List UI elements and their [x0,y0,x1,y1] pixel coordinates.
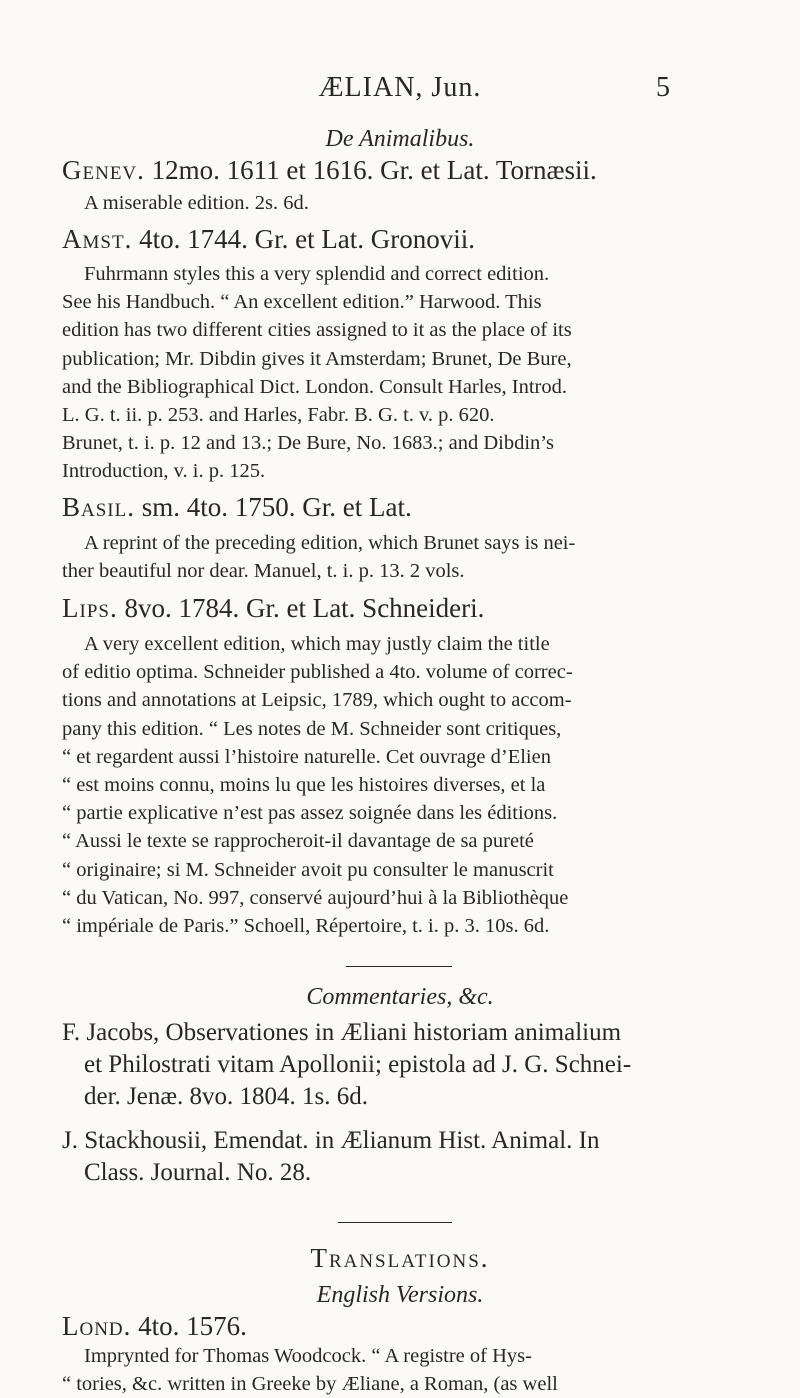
commentary-entry [62,1125,752,1189]
running-title: ÆLIAN, Jun. [318,72,482,103]
edition-details: 4to. 1744. Gr. et Lat. Gronovii. [139,224,476,254]
note-line: of editio optima. Schneider published a 4to. volume of correc- [62,661,573,684]
edition-note [62,189,738,217]
edition-heading [62,224,475,255]
edition-note [62,630,738,940]
note-line: pany this edition. “ Les notes de M. Schneider sont critiques, [62,717,562,740]
page-number: 5 [656,72,670,103]
note-line: edition has two different cities assigned to it as the place of its [62,319,572,342]
section-divider [338,1222,452,1223]
note-line: “ impériale de Paris.” Schoell, Répertoire, t. i. p. 3. 10s. 6d. [62,915,550,938]
commentary-line: Class. Journal. No. 28. [84,1159,312,1186]
note-line: A very excellent edition, which may justly claim the title [84,633,550,655]
commentary-line: der. Jenæ. 8vo. 1804. 1s. 6d. [84,1083,369,1110]
translation-heading [62,1311,247,1342]
edition-note [62,529,738,585]
edition-place: Amst. [62,224,133,254]
note-line: A miserable edition. 2s. 6d. [84,192,309,214]
note-line: See his Handbuch. “ An excellent edition.” Harwood. This [62,291,542,314]
section-title-english: English Versions. [316,1282,484,1308]
section-divider [346,966,452,967]
note-line: and the Bibliographical Dict. London. Consult Harles, Introd. [62,375,568,398]
section-title-translations: Translations. [310,1243,490,1273]
note-line: publication; Mr. Dibdin gives it Amsterdam; Brunet, De Bure, [62,347,572,370]
note-line: Imprynted for Thomas Woodcock. “ A registre of Hys- [84,1345,532,1367]
note-line: “ Aussi le texte se rapprocheroit-il davantage de sa pureté [62,830,534,853]
section-title-commentaries: Commentaries, &c. [306,984,494,1010]
note-line: ther beautiful nor dear. Manuel, t. i. p. 13. 2 vols. [62,560,465,583]
commentary-line: et Philostrati vitam Apollonii; epistola ad J. G. Schnei- [84,1051,632,1078]
translation-place: Lond. [62,1311,132,1341]
note-line: “ partie explicative n’est pas assez soignée dans les éditions. [62,802,558,825]
running-head [0,68,800,112]
note-line: Introduction, v. i. p. 125. [62,460,266,483]
edition-place: Basil. [62,492,135,522]
section-title-animalibus: De Animalibus. [325,126,475,152]
note-line: Brunet, t. i. p. 12 and 13.; De Bure, No. 1683.; and Dibdin’s [62,432,554,455]
edition-heading [62,593,484,624]
note-line: “ du Vatican, No. 997, conservé aujourd’hui à la Bibliothèque [62,886,569,909]
note-line: tions and annotations at Leipsic, 1789, which ought to accom- [62,689,572,712]
edition-heading [62,155,597,186]
commentary-line: F. Jacobs, Observationes in Æliani historiam animalium [62,1019,622,1046]
note-line: A reprint of the preceding edition, which Brunet says is nei- [84,532,576,554]
edition-heading [62,492,412,523]
note-line: “ et regardent aussi l’histoire naturelle. Cet ouvrage d’Elien [62,745,551,768]
translation-details: 4to. 1576. [138,1311,247,1341]
note-line: L. G. t. ii. p. 253. and Harles, Fabr. B. G. t. v. p. 620. [62,404,495,427]
edition-place: Lips. [62,593,118,623]
edition-place: Genev. [62,155,145,185]
note-line: “ originaire; si M. Schneider avoit pu consulter le manuscrit [62,858,554,881]
translation-note [62,1342,738,1398]
edition-details: sm. 4to. 1750. Gr. et Lat. [141,492,412,522]
commentary-line: J. Stackhousii, Emendat. in Ælianum Hist. Animal. In [62,1127,600,1154]
edition-details: 8vo. 1784. Gr. et Lat. Schneideri. [124,593,485,623]
note-line: Fuhrmann styles this a very splendid and correct edition. [84,263,550,285]
note-line: “ est moins connu, moins lu que les histoires diverses, et la [62,774,546,797]
edition-details: 12mo. 1611 et 1616. Gr. et Lat. Tornæsii. [151,155,597,185]
edition-note [62,260,738,486]
note-line: “ tories, &c. written in Greeke by Æliane, a Roman, (as well [62,1373,558,1396]
commentary-entry [62,1017,752,1113]
